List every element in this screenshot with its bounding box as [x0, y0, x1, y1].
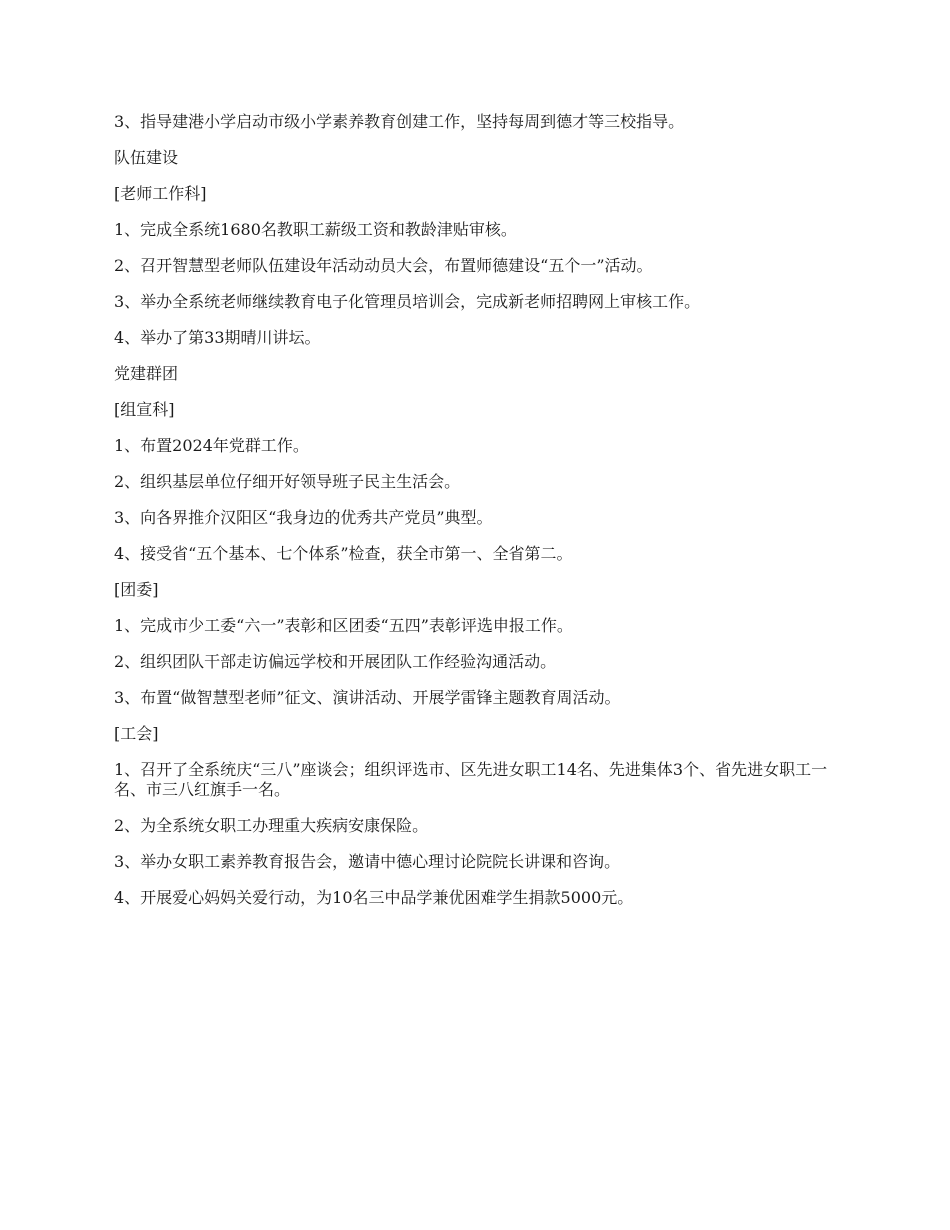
paragraph: 1、布置2024年党群工作。 — [114, 436, 309, 455]
subsection-heading: [团委] — [114, 580, 159, 599]
section-heading: 队伍建设 — [114, 148, 179, 167]
paragraph: 3、举办全系统老师继续教育电子化管理员培训会，完成新老师招聘网上审核工作。 — [114, 292, 701, 311]
paragraph: 1、完成市少工委“六一”表彰和区团委“五四”表彰评选申报工作。 — [114, 616, 573, 635]
paragraph: 4、举办了第33期晴川讲坛。 — [114, 328, 321, 347]
paragraph: 4、接受省“五个基本、七个体系”检查，获全市第一、全省第二。 — [114, 544, 573, 563]
paragraph: 2、召开智慧型老师队伍建设年活动动员大会，布置师德建设“五个一”活动。 — [114, 256, 653, 275]
paragraph: 1、召开了全系统庆“三八”座谈会；组织评选市、区先进女职工14名、先进集体3个、省先进女职工一名、市三八红旗手一名。 — [114, 760, 828, 799]
subsection-heading: [工会] — [114, 724, 159, 743]
paragraph: 4、开展爱心妈妈关爱行动，为10名三中品学兼优困难学生捐款5000元。 — [114, 888, 634, 907]
paragraph: 3、举办女职工素养教育报告会，邀请中德心理讨论院院长讲课和咨询。 — [114, 852, 621, 871]
paragraph: 3、向各界推介汉阳区“我身边的优秀共产党员”典型。 — [114, 508, 493, 527]
document-body — [114, 112, 840, 924]
subsection-heading: [老师工作科] — [114, 184, 207, 203]
paragraph: 2、组织基层单位仔细开好领导班子民主生活会。 — [114, 472, 461, 491]
subsection-heading: [组宣科] — [114, 400, 175, 419]
paragraph: 3、布置“做智慧型老师”征文、演讲活动、开展学雷锋主题教育周活动。 — [114, 688, 621, 707]
paragraph: 2、为全系统女职工办理重大疾病安康保险。 — [114, 816, 429, 835]
paragraph: 3、指导建港小学启动市级小学素养教育创建工作，坚持每周到德才等三校指导。 — [114, 112, 685, 131]
section-heading: 党建群团 — [114, 364, 179, 383]
paragraph: 1、完成全系统1680名教职工薪级工资和教龄津贴审核。 — [114, 220, 517, 239]
paragraph: 2、组织团队干部走访偏远学校和开展团队工作经验沟通活动。 — [114, 652, 557, 671]
